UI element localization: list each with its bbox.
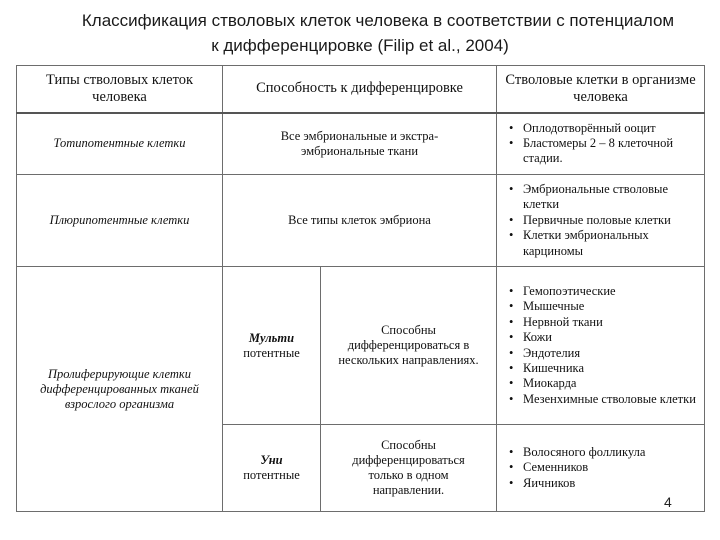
unipotent-list (501, 445, 700, 491)
totipotent-list-cell (497, 113, 705, 175)
unipotent-ability: Способны дифференцироваться только в одном направлении. (321, 425, 497, 512)
multipotent-label (223, 267, 321, 425)
classification-table (16, 65, 705, 512)
header-ability: Способность к дифференцировке (223, 66, 497, 113)
list-item: • Первичные половые клетки (523, 213, 700, 228)
unipotent-prefix: Уни (260, 453, 283, 467)
page-number: 4 (664, 494, 672, 510)
multipotent-list-cell (497, 267, 705, 425)
multipotent-suffix: потентные (243, 345, 300, 360)
row-totipotent (17, 113, 705, 175)
title-line-2: к дифференцировке (Filip et al., 2004) (211, 36, 509, 55)
list-item: • Яичников (523, 476, 700, 491)
list-item: • Волосяного фолликула (523, 445, 700, 460)
pluripotent-list (501, 182, 700, 259)
totipotent-type: Тотипотентные клетки (17, 113, 223, 175)
header-in-body: Стволовые клетки в организме человека (497, 66, 705, 113)
list-item: • Кишечника (523, 361, 700, 376)
list-item: • Бластомеры 2 – 8 клеточной стадии. (523, 136, 700, 167)
multipotent-ability: Способны дифференцироваться в нескольких направлениях. (321, 267, 497, 425)
row-pluripotent (17, 175, 705, 267)
list-item: • Эмбриональные стволовые клетки (523, 182, 700, 213)
header-types: Типы стволовых клеток человека (17, 66, 223, 113)
header-row (17, 66, 705, 113)
unipotent-label (223, 425, 321, 512)
totipotent-list (501, 121, 700, 167)
multipotent-prefix: Мульти (248, 330, 295, 345)
list-item: • Гемопоэтические (523, 284, 700, 299)
list-item: • Мезенхимные стволовые клетки (523, 392, 700, 407)
list-item: • Семенников (523, 460, 700, 475)
pluripotent-ability: Все типы клеток эмбриона (223, 175, 497, 267)
pluripotent-list-cell (497, 175, 705, 267)
totipotent-ability: Все эмбриональные и экстра-эмбриональные ткани (223, 113, 497, 175)
unipotent-suffix: потентные (243, 468, 300, 482)
list-item: • Миокарда (523, 376, 700, 391)
list-item: • Мышечные (523, 299, 700, 314)
pluripotent-type: Плюрипотентные клетки (17, 175, 223, 267)
unipotent-list-cell (497, 425, 705, 512)
multipotent-list (501, 284, 700, 407)
list-item: • Клетки эмбриональных карциномы (523, 228, 700, 259)
list-item: • Эндотелия (523, 346, 700, 361)
list-item: • Оплодотворённый ооцит (523, 121, 700, 136)
list-item: • Кожи (523, 330, 700, 345)
slide-title (0, 8, 720, 58)
title-line-1: Классификация стволовых клеток человека в соответствии с потенциалом (81, 11, 675, 30)
row-multipotent (17, 267, 705, 425)
proliferating-type: Пролиферирующие клетки дифференцированных тканей взрослого организма (17, 267, 223, 512)
list-item: • Нервной ткани (523, 315, 700, 330)
